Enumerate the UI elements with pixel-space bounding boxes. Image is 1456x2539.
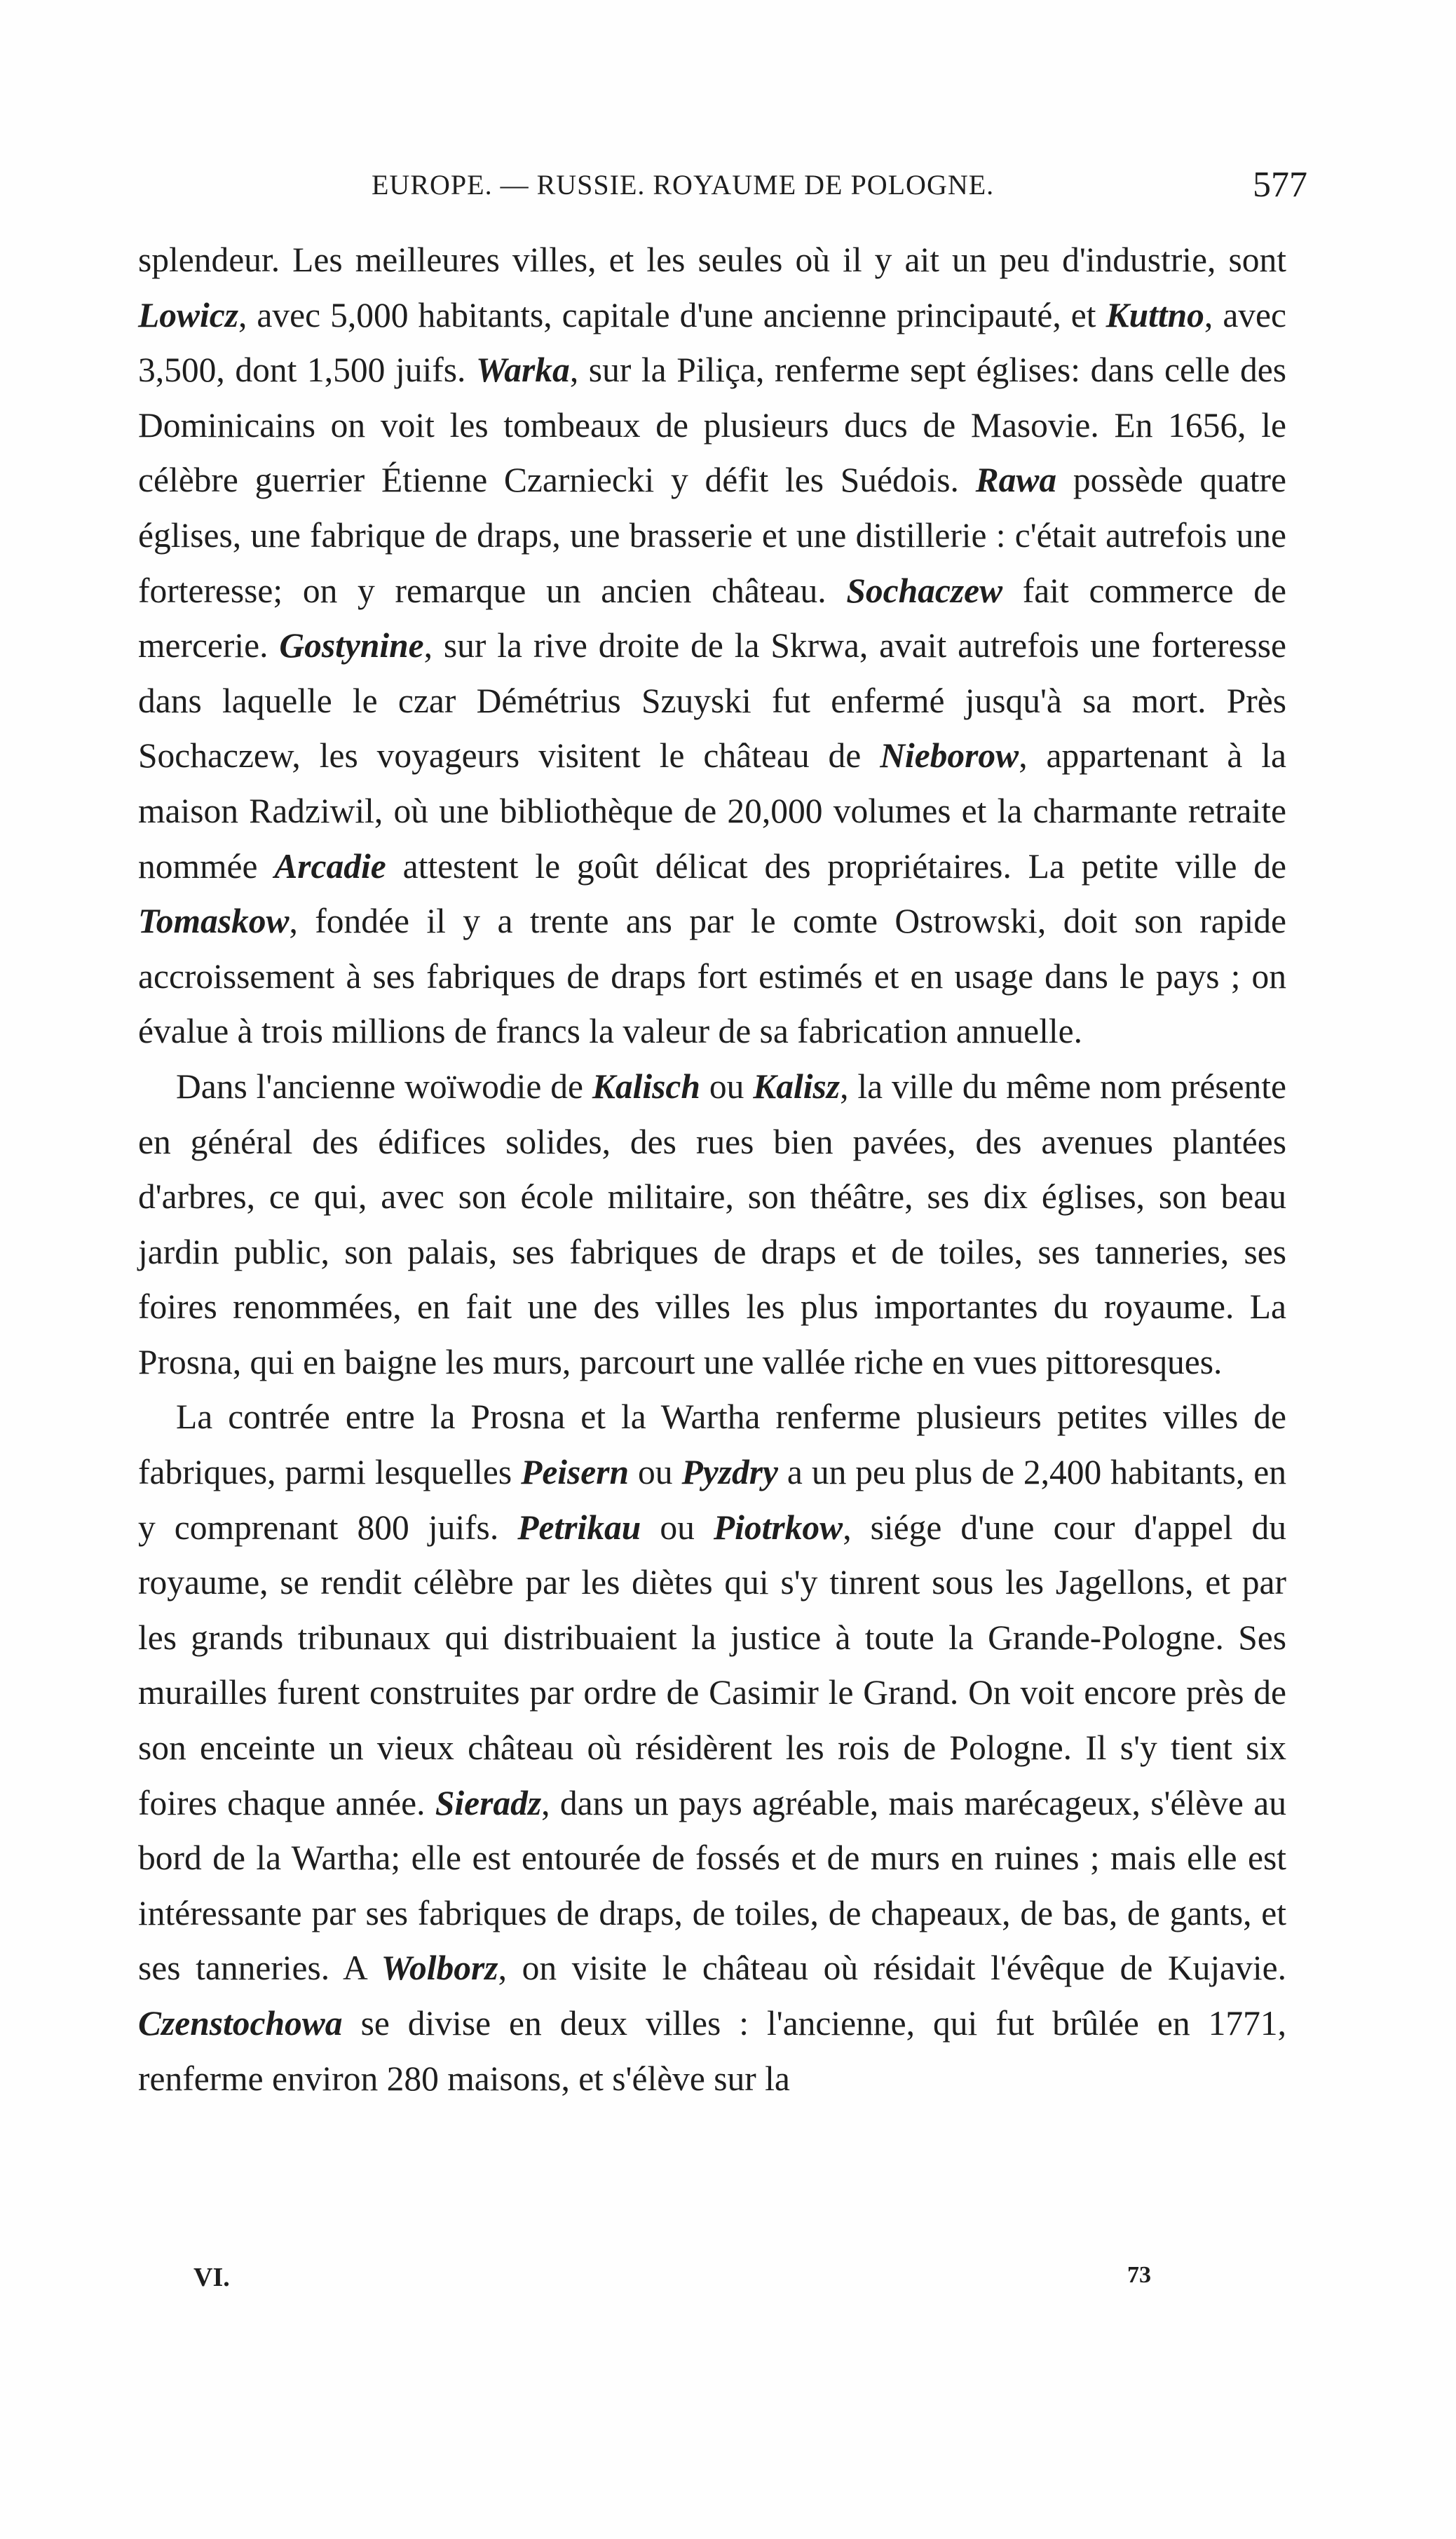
- signature-mark: 73: [1127, 2262, 1151, 2288]
- page-footer: [193, 2262, 1151, 2304]
- paragraph: [138, 233, 1286, 1059]
- text-run: , dans un pays agréable, mais marécageux, s'élève au bord de la Wartha; elle est entourée de fossés et de murs en ruines ; mais elle est intéressante par ses fabriques de draps, de toiles, de chapeaux, de bas, de gants, et ses tanneries. A: [138, 1783, 1287, 1988]
- paragraph: [138, 1390, 1286, 2106]
- place-name: Pyzdry: [681, 1453, 778, 1492]
- running-title: EUROPE. — RUSSIE. ROYAUME DE POLOGNE.: [372, 169, 995, 201]
- text-run: ou: [700, 1067, 754, 1106]
- text-run: , la ville du même nom présente en général des édifices solides, des rues bien pavées, des avenues plantées d'arbres, ce qui, avec son école militaire, son théâtre, ses dix églises, son beau jardin public, son palais, ses fabriques de draps et de toiles, ses tanneries, ses foires renommées, en fait une des villes les plus importantes du royaume. La Prosna, qui en baigne les murs, parcourt une vallée riche en vues pittoresques.: [138, 1067, 1286, 1381]
- place-name: Kalisz: [753, 1067, 841, 1106]
- place-name: Wolborz: [381, 1949, 498, 1988]
- text-run: a un peu plus de 2,400 habitants, en y comprenant 800 juifs.: [138, 1453, 1286, 1547]
- page-number: 577: [1253, 165, 1307, 205]
- text-run: Dans l'ancienne woïwodie de: [176, 1067, 592, 1106]
- place-name: Kuttno: [1105, 295, 1204, 334]
- place-name: Peisern: [521, 1453, 630, 1492]
- text-run: se divise en deux villes : l'ancienne, qui fut brûlée en 1771, renferme environ 280 maisons, et s'élève sur la: [138, 2004, 1286, 2098]
- paragraph: [138, 1059, 1286, 1390]
- place-name: Kalisch: [592, 1067, 700, 1106]
- place-name: Nieborow: [880, 736, 1019, 776]
- text-run: , sur la rive droite de la Skrwa, avait autrefois une forteresse dans laquelle le czar Démétrius Szuyski fut enfermé jusqu'à sa mort. Près Sochaczew, les voyageurs visitent le château de: [138, 626, 1286, 776]
- text-run: , avec 5,000 habitants, capitale d'une ancienne principauté, et: [238, 295, 1106, 334]
- body-text: [138, 233, 1286, 2106]
- running-header: [372, 165, 1307, 210]
- text-run: , appartenant à la maison Radziwil, où une bibliothèque de 20,000 volumes et la charmante retraite nommée: [138, 736, 1286, 886]
- text-run: , siége d'une cour d'appel du royaume, se rendit célèbre par les diètes qui s'y tinrent sous les Jagellons, et par les grands tribunaux qui distribuaient la justice à toute la Grande-Pologne. Ses murailles furent construites par ordre de Casimir le Grand. On voit encore près de son enceinte un vieux château où résidèrent les rois de Pologne. Il s'y tient six foires chaque année.: [138, 1508, 1287, 1822]
- text-run: , sur la Piliça, renferme sept églises: dans celle des Dominicains on voit les tombeaux de plusieurs ducs de Masovie. En 1656, le célèbre guerrier Étienne Czarniecki y défit les Suédois.: [138, 351, 1286, 500]
- text-run: attestent le goût délicat des propriétaires. La petite ville de: [386, 846, 1286, 886]
- text-run: , on visite le château où résidait l'évêque de Kujavie.: [498, 1949, 1286, 1988]
- place-name: Czenstochowa: [138, 2004, 343, 2043]
- place-name: Tomaskow: [138, 902, 290, 941]
- place-name: Rawa: [975, 461, 1057, 500]
- place-name: Sochaczew: [846, 571, 1003, 610]
- text-run: ou: [629, 1453, 682, 1492]
- text-run: La contrée entre la Prosna et la Wartha renferme plusieurs petites villes de fabriques, parmi lesquelles: [138, 1397, 1286, 1492]
- place-name: Gostynine: [279, 626, 424, 665]
- place-name: Piotrkow: [713, 1508, 843, 1547]
- place-name: Petrikau: [517, 1508, 641, 1547]
- place-name: Arcadie: [274, 846, 386, 886]
- text-run: , avec 3,500, dont 1,500 juifs.: [138, 295, 1286, 390]
- place-name: Warka: [475, 351, 570, 390]
- place-name: Sieradz: [435, 1783, 542, 1822]
- text-run: ou: [641, 1508, 714, 1547]
- text-run: splendeur. Les meilleures villes, et les seules où il y ait un peu d'industrie, sont: [138, 241, 1286, 279]
- text-run: , fondée il y a trente ans par le comte Ostrowski, doit son rapide accroissement à ses fabriques de draps fort estimés et en usage dans le pays ; on évalue à trois millions de francs la valeur de sa fabrication annuelle.: [138, 902, 1286, 1051]
- place-name: Lowicz: [138, 295, 238, 334]
- volume-number: VI.: [193, 2263, 230, 2292]
- text-run: fait commerce de mercerie.: [138, 571, 1286, 665]
- text-run: possède quatre églises, une fabrique de draps, une brasserie et une distillerie : c'était autrefois une forteresse; on y remarque un ancien château.: [138, 461, 1286, 610]
